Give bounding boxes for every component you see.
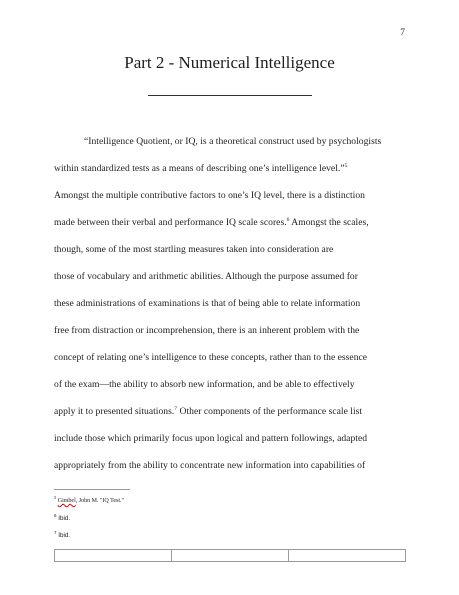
footnote-author: Gimbel <box>57 498 76 504</box>
footer-table <box>54 549 406 562</box>
body-line <box>54 271 358 282</box>
body-line <box>54 325 359 336</box>
body-line <box>54 298 360 309</box>
footer-table-cell[interactable] <box>172 550 289 561</box>
footnote-ref[interactable]: 5 <box>344 163 348 169</box>
body-line <box>54 460 365 471</box>
footnote <box>54 495 124 504</box>
title-underline <box>148 95 312 96</box>
footnote <box>54 513 70 522</box>
body-line-text: free from distraction or incomprehension, there is an inherent problem with the <box>54 325 360 336</box>
footnote-separator <box>54 489 130 490</box>
footnote-ref[interactable]: 7 <box>174 406 178 412</box>
body-line-text: though, some of the most startling measures taken into consideration are <box>54 244 334 255</box>
body-line-text: of the exam—the ability to absorb new information, and be able to effectively <box>54 379 355 390</box>
footnote-marker: 5 <box>54 495 57 500</box>
footer-table-cell[interactable] <box>289 550 405 561</box>
body-line-text: “Intelligence Quotient, or IQ, is a theoretical construct used by psychologists <box>84 136 382 147</box>
footer-table-cell[interactable] <box>55 550 172 561</box>
body-line-text: made between their verbal and performance IQ scale scores. <box>54 217 287 228</box>
body-line <box>54 190 365 201</box>
body-line-text: apply it to presented situations. <box>54 406 175 417</box>
body-line-text: include those which primarily focus upon logical and pattern followings, adapted <box>54 433 368 444</box>
footnote-text: , John M. "IQ Test." <box>75 498 124 504</box>
body-line <box>54 163 347 174</box>
body-line-text: Other components of the performance scale list <box>177 406 363 417</box>
body-line-text: appropriately from the ability to concentrate new information into capabilities of <box>54 460 366 471</box>
body-line-text: within standardized tests as a means of describing one’s intelligence level.” <box>54 163 345 174</box>
body-line-text: concept of relating one’s intelligence to these concepts, rather than to the essence <box>54 352 368 363</box>
body-line <box>54 352 367 363</box>
body-line-text: those of vocabulary and arithmetic abilities. Although the purpose assumed for <box>54 271 358 282</box>
body-line <box>84 136 381 147</box>
body-line <box>54 217 369 228</box>
footnote-marker: 7 <box>54 530 57 535</box>
body-line <box>54 433 367 444</box>
body-line <box>54 379 355 390</box>
body-line-text: Amongst the scales, <box>289 217 369 228</box>
footnote <box>54 530 70 539</box>
body-line-text: Amongst the multiple contributive factors to one’s IQ level, there is a distinction <box>54 190 365 201</box>
body-line-text: these administrations of examinations is that of being able to relate information <box>54 298 361 309</box>
footnote-text: Ibid. <box>58 515 71 522</box>
body-line <box>54 244 333 255</box>
page-title: Part 2 - Numerical Intelligence <box>124 53 335 72</box>
footnote-marker: 6 <box>54 513 57 518</box>
footnote-ref[interactable]: 6 <box>286 217 290 223</box>
page-number: 7 <box>400 28 405 38</box>
body-line <box>54 406 362 417</box>
footnote-text: Ibid. <box>58 532 71 539</box>
